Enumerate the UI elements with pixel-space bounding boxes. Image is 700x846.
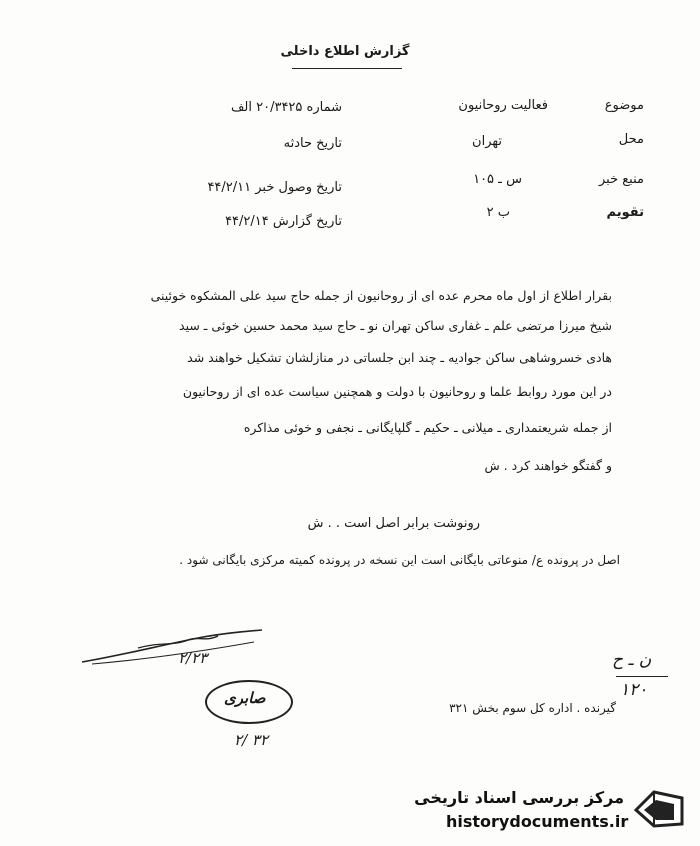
archive-logo-icon [632, 786, 686, 832]
margin-note-bottom: ۱۲۰ [620, 680, 648, 700]
receipt-date: تاریخ وصول خبر ۴۴/۲/۱۱ [207, 180, 342, 195]
place-value: تهران [472, 134, 502, 149]
margin-note-top: ن ـ ح [612, 650, 652, 670]
body-line: هادی خسروشاهی ساکن جوادیه ـ چند ابن جلساتی در منازلشان تشکیل خواهند شد [187, 350, 612, 365]
title-underline [292, 68, 402, 69]
margin-note-rule [616, 676, 668, 677]
body-line: و گفتگو خواهند کرد . ش [484, 458, 612, 473]
watermark-title: مرکز بررسی اسناد تاریخی [414, 788, 624, 807]
body-line: از جمله شریعتمداری ـ میلانی ـ حکیم ـ گلپایگانی ـ نجفی و خوئی مذاکره [243, 420, 612, 435]
rating-label: تقویم [606, 205, 644, 220]
document-title: گزارش اطلاع داخلی [280, 44, 410, 59]
rating-value: ب ۲ [486, 205, 510, 220]
body-line: در این مورد روابط علما و روحانیون با دولت و همچنین سیاست عده ای از روحانیون [182, 384, 612, 399]
body-line: بقرار اطلاع از اول ماه محرم عده ای از روحانیون از جمله حاج سید علی المشکوه خوئینی [150, 288, 612, 303]
document-number: شماره ۲۰/۳۴۲۵ الف [230, 100, 342, 115]
copy-note: رونوشت برابر اصل است . . ش [307, 516, 480, 531]
signature-name: صابری [224, 689, 266, 707]
subject-label: موضوع [604, 98, 644, 113]
place-label: محل [618, 132, 644, 147]
source-label: منبع خبر [599, 172, 644, 187]
subject-value: فعالیت روحانیون [458, 98, 548, 113]
watermark-url: historydocuments.ir [446, 812, 629, 831]
signature-number: ۳۲ /۲ [234, 731, 269, 749]
signature-date: ۲/۲۳ [178, 649, 208, 667]
body-line: شیخ میرزا مرتضی علم ـ غفاری ساکن تهران نو ـ حاج سید محمد حسین خوئی ـ سید [179, 318, 612, 333]
report-date: تاریخ گزارش ۴۴/۲/۱۴ [225, 214, 342, 229]
signature-scribble [78, 616, 268, 676]
incident-date: تاریخ حادثه [283, 136, 342, 151]
source-value: س ـ ۱۰۵ [473, 172, 522, 187]
filing-note: اصل در پرونده ع/ منوعاتی بایگانی است این نسخه در پرونده کمیته مرکزی بایگانی شود . [179, 553, 620, 567]
recipient: گیرنده . اداره کل سوم بخش ۳۲۱ [449, 701, 616, 715]
